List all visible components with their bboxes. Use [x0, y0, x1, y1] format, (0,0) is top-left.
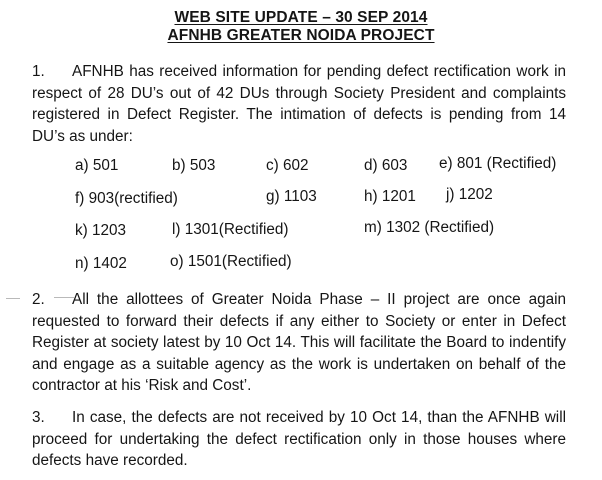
page-title: WEB SITE UPDATE – 30 SEP 2014: [174, 9, 428, 26]
unit-item-m: m) 1302 (Rectified): [364, 219, 495, 236]
unit-item-c: c) 602: [266, 157, 309, 174]
unit-item-f: f) 903(rectified): [75, 190, 178, 207]
paragraph-3-number: 3.: [32, 409, 45, 426]
unit-item-j: j) 1202: [446, 186, 493, 203]
paragraph-3-text: In case, the defects are not received by 10 Oct 14, than the AFNHB will proceed for undertaking the defect rectification only in those houses where defects have recorded.: [32, 409, 566, 469]
paragraph-2: [32, 289, 566, 397]
unit-item-a: a) 501: [75, 157, 119, 174]
paragraph-2-number: 2.: [32, 291, 45, 308]
unit-item-g: g) 1103: [266, 188, 317, 205]
unit-item-l: l) 1301(Rectified): [172, 221, 289, 238]
unit-item-n: n) 1402: [75, 255, 127, 272]
unit-item-o: o) 1501(Rectified): [170, 253, 292, 270]
paragraph-1-number: 1.: [32, 63, 45, 80]
scan-mark: [6, 298, 20, 299]
paragraph-1: [32, 61, 566, 147]
paragraph-1-text: AFNHB has received information for pending defect rectification work in respect of 28 DU’s out of 42 DUs through Society President and complaints registered in Defect Register. The intimation of defects is pending from 14 DU’s as under:: [32, 63, 566, 145]
unit-item-h: h) 1201: [364, 188, 416, 205]
unit-item-e: e) 801 (Rectified): [439, 155, 557, 172]
paragraph-2-text: All the allottees of Greater Noida Phase – II project are once again requested to forward their defects if any either to Society or enter in Defect Register at society latest by 10 Oct 14. This will facilitate the Board to indentify and engage as a suitable agency as the work is undertaken on behalf of the contractor at his ‘Risk and Cost’.: [32, 291, 566, 394]
unit-item-k: k) 1203: [75, 222, 127, 239]
paragraph-3: [32, 407, 566, 472]
unit-item-b: b) 503: [172, 157, 216, 174]
unit-item-d: d) 603: [364, 157, 408, 174]
page-subtitle: AFNHB GREATER NOIDA PROJECT: [167, 27, 435, 44]
